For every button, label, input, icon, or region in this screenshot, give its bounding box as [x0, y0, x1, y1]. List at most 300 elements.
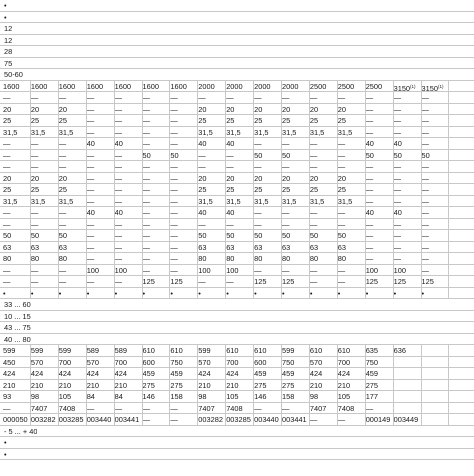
- table-cell: —: [142, 208, 150, 217]
- range-row-value: 10 ... 15: [4, 311, 31, 321]
- table-cell: 40: [393, 208, 402, 217]
- table-cell: —: [393, 173, 401, 183]
- table-cell: 98: [309, 392, 319, 401]
- column-divider: [337, 345, 338, 426]
- table-cell: 25: [198, 116, 207, 125]
- table-cell: —: [142, 231, 150, 240]
- table-cell: 63: [30, 242, 40, 252]
- table-cell: 424: [86, 369, 100, 378]
- table-cell: 1600: [142, 81, 159, 91]
- table-cell: •: [86, 288, 90, 298]
- table-row: [0, 92, 474, 104]
- spec-row-value: 75: [4, 58, 13, 68]
- table-cell: 20: [3, 173, 12, 183]
- table-cell: •: [282, 288, 285, 298]
- table-cell: —: [393, 254, 401, 263]
- table-cell: 40: [86, 208, 95, 217]
- table-cell: —: [421, 127, 429, 137]
- table-cell: 158: [170, 392, 183, 401]
- table-cell: 600: [254, 357, 267, 367]
- table-cell: —: [86, 254, 95, 263]
- table-cell: 40: [114, 139, 123, 148]
- table-cell: —: [421, 116, 429, 125]
- table-cell: 20: [309, 104, 319, 114]
- table-cell: —: [365, 116, 374, 125]
- table-cell: 25: [282, 116, 291, 125]
- table-cell: —: [114, 173, 122, 183]
- table-cell: —: [86, 162, 95, 171]
- spec-row: [0, 46, 474, 58]
- table-cell: —: [30, 139, 39, 148]
- range-row-value: 43 ... 75: [4, 323, 31, 332]
- table-cell: 210: [3, 380, 16, 390]
- table-cell: —: [421, 265, 429, 275]
- table-cell: —: [198, 162, 206, 171]
- table-cell: —: [309, 277, 318, 286]
- table-cell: 003282: [198, 415, 223, 424]
- column-divider: [30, 81, 31, 300]
- table-cell: 50: [393, 150, 402, 160]
- table-cell: —: [30, 208, 39, 217]
- table-cell: 2000: [198, 81, 215, 91]
- table-cell: —: [86, 150, 95, 160]
- table-cell: 210: [30, 380, 44, 390]
- table-cell: —: [282, 208, 290, 217]
- table-cell: 1600: [58, 81, 76, 91]
- table-row: [0, 288, 474, 300]
- table-cell: 40: [393, 139, 402, 148]
- table-cell: —: [282, 139, 290, 148]
- table-cell: —: [393, 242, 401, 252]
- table-cell: —: [226, 93, 234, 102]
- table-cell: •: [393, 288, 397, 298]
- table-cell: 424: [198, 369, 211, 378]
- dimension-row: [0, 345, 474, 357]
- table-cell: 635: [365, 346, 379, 355]
- table-cell: 7408: [58, 403, 76, 413]
- table-cell: 599: [58, 346, 72, 355]
- table-cell: 210: [309, 380, 323, 390]
- table-cell: 125: [393, 277, 406, 286]
- column-divider: [421, 81, 422, 300]
- table-cell: 459: [254, 369, 267, 378]
- footnote-marker: (1): [437, 83, 444, 89]
- spec-row: [0, 69, 474, 81]
- table-cell: —: [337, 265, 346, 275]
- table-cell: —: [198, 150, 206, 160]
- table-cell: 424: [58, 369, 72, 378]
- table-cell: 25: [226, 116, 235, 125]
- table-cell: 100: [226, 265, 239, 275]
- table-cell: 610: [142, 346, 155, 355]
- column-divider: [197, 81, 198, 300]
- table-cell: —: [226, 277, 234, 286]
- table-cell: 2000: [254, 81, 271, 91]
- column-divider: [58, 81, 59, 300]
- table-cell: —: [3, 403, 11, 413]
- table-cell: —: [114, 231, 122, 240]
- table-cell: —: [142, 139, 150, 148]
- table-cell: 80: [226, 254, 235, 263]
- table-cell: 20: [309, 173, 319, 183]
- table-cell: 177: [365, 392, 379, 401]
- table-cell: 31,5: [198, 196, 213, 206]
- table-cell: 599: [30, 346, 44, 355]
- table-cell: —: [114, 127, 122, 137]
- table-cell: 50: [254, 231, 263, 240]
- table-cell: 20: [282, 173, 291, 183]
- table-cell: •: [142, 288, 146, 298]
- table-cell: —: [421, 242, 429, 252]
- table-cell: 25: [309, 185, 319, 194]
- table-cell: 31,5: [30, 127, 46, 137]
- table-cell: —: [170, 403, 178, 413]
- column-divider: [337, 81, 338, 300]
- table-cell: 2500: [365, 81, 383, 91]
- column-divider: [281, 81, 282, 300]
- table-cell: —: [309, 219, 318, 229]
- table-cell: 50: [198, 231, 207, 240]
- table-cell: —: [282, 93, 290, 102]
- table-cell: —: [86, 242, 95, 252]
- table-cell: 1600: [30, 81, 48, 91]
- table-cell: —: [309, 150, 318, 160]
- table-cell: —: [365, 162, 374, 171]
- table-cell: —: [393, 93, 401, 102]
- table-cell: 2000: [282, 81, 299, 91]
- table-cell: 275: [170, 380, 183, 390]
- table-cell: —: [365, 173, 374, 183]
- table-cell: —: [86, 403, 95, 413]
- table-row: [0, 150, 474, 162]
- table-cell: —: [170, 242, 178, 252]
- table-cell: —: [170, 162, 178, 171]
- table-cell: 2500: [337, 81, 355, 91]
- table-row: [0, 138, 474, 150]
- table-cell: 50: [58, 231, 68, 240]
- table-cell: 105: [226, 392, 239, 401]
- table-cell: —: [114, 254, 122, 263]
- table-cell: —: [86, 116, 95, 125]
- table-cell: —: [170, 139, 178, 148]
- table-cell: 700: [114, 357, 127, 367]
- table-cell: 84: [114, 392, 123, 401]
- table-cell: —: [282, 162, 290, 171]
- table-cell: 25: [337, 116, 347, 125]
- table-cell: 000149: [365, 415, 391, 424]
- column-divider: [197, 345, 198, 426]
- table-cell: 40: [114, 208, 123, 217]
- table-cell: 125: [254, 277, 267, 286]
- spec-row-value: 12: [4, 35, 13, 45]
- table-cell: 700: [58, 357, 72, 367]
- table-cell: 424: [337, 369, 351, 378]
- table-cell: —: [365, 219, 374, 229]
- table-cell: 424: [3, 369, 16, 378]
- table-cell: 50: [226, 231, 235, 240]
- table-cell: 63: [3, 242, 12, 252]
- table-cell: •: [30, 288, 34, 298]
- table-cell: 20: [337, 173, 347, 183]
- table-cell: —: [254, 403, 262, 413]
- table-cell: —: [365, 403, 374, 413]
- table-cell: 210: [114, 380, 127, 390]
- table-cell: 40: [365, 139, 374, 148]
- table-cell: —: [393, 162, 401, 171]
- table-cell: —: [365, 196, 374, 206]
- column-divider: [58, 345, 59, 426]
- table-cell: —: [3, 277, 11, 286]
- table-cell: 7407: [309, 403, 327, 413]
- table-cell: 31,5: [226, 196, 241, 206]
- table-cell: 610: [226, 346, 239, 355]
- table-cell: 275: [365, 380, 379, 390]
- table-cell: —: [309, 162, 318, 171]
- dimension-row: [0, 357, 474, 369]
- table-cell: 750: [365, 357, 379, 367]
- footer-row-value: •: [4, 449, 7, 459]
- table-cell: —: [86, 104, 95, 114]
- table-cell: 20: [3, 104, 12, 114]
- table-cell: —: [421, 139, 429, 148]
- table-cell: 424: [226, 369, 239, 378]
- table-cell: —: [58, 208, 67, 217]
- table-cell: 3150$^{(1)}$: [393, 83, 416, 93]
- column-divider: [448, 345, 449, 426]
- table-cell: 100: [393, 265, 406, 275]
- table-cell: 570: [86, 357, 100, 367]
- spec-row: [0, 35, 474, 47]
- table-cell: 20: [254, 173, 263, 183]
- table-cell: —: [30, 150, 39, 160]
- table-cell: —: [114, 162, 122, 171]
- table-cell: —: [142, 219, 150, 229]
- table-cell: —: [254, 208, 262, 217]
- table-cell: —: [30, 277, 39, 286]
- column-divider: [86, 345, 87, 426]
- footer-row: [0, 449, 474, 461]
- table-cell: 570: [198, 357, 211, 367]
- table-cell: —: [393, 116, 401, 125]
- rating-row: [0, 81, 474, 93]
- table-cell: —: [421, 93, 429, 102]
- table-row: [0, 173, 474, 185]
- column-divider: [30, 345, 31, 426]
- table-cell: —: [421, 196, 429, 206]
- table-cell: 003440: [86, 415, 112, 424]
- table-cell: 125: [142, 277, 155, 286]
- table-cell: —: [114, 403, 122, 413]
- table-cell: —: [393, 104, 401, 114]
- table-cell: —: [142, 242, 150, 252]
- table-cell: —: [421, 162, 429, 171]
- table-cell: —: [142, 415, 150, 424]
- table-cell: 40: [226, 208, 235, 217]
- table-cell: 50: [30, 231, 40, 240]
- table-cell: •: [58, 288, 62, 298]
- table-cell: —: [198, 219, 206, 229]
- table-cell: 1600: [170, 81, 187, 91]
- table-cell: 125: [282, 277, 295, 286]
- table-cell: —: [337, 150, 346, 160]
- table-cell: —: [365, 127, 374, 137]
- table-cell: 25: [3, 116, 12, 125]
- table-cell: 125: [421, 277, 434, 286]
- table-cell: •: [337, 288, 341, 298]
- table-cell: 100: [86, 265, 100, 275]
- column-divider: [365, 81, 366, 300]
- table-cell: 25: [254, 185, 263, 194]
- range-row: [0, 334, 474, 346]
- table-cell: 50: [170, 150, 179, 160]
- table-cell: 275: [142, 380, 155, 390]
- table-cell: 7407: [30, 403, 48, 413]
- column-divider: [114, 81, 115, 300]
- table-cell: —: [198, 277, 206, 286]
- spec-row: [0, 12, 474, 24]
- spec-row-value: 12: [4, 24, 13, 33]
- table-cell: —: [365, 231, 374, 240]
- table-cell: —: [421, 231, 429, 240]
- table-cell: 750: [170, 357, 183, 367]
- table-cell: 31,5: [3, 127, 18, 137]
- table-cell: —: [170, 116, 178, 125]
- table-cell: 003441: [282, 415, 307, 424]
- table-cell: —: [3, 208, 11, 217]
- table-cell: —: [170, 196, 178, 206]
- table-cell: 700: [226, 357, 239, 367]
- table-cell: 100: [198, 265, 211, 275]
- table-cell: 63: [226, 242, 235, 252]
- table-cell: •: [114, 288, 118, 298]
- table-cell: 31,5: [58, 196, 74, 206]
- table-cell: —: [142, 162, 150, 171]
- table-cell: —: [198, 93, 206, 102]
- table-cell: —: [254, 93, 262, 102]
- table-cell: 20: [254, 104, 263, 114]
- table-cell: —: [86, 231, 95, 240]
- column-divider: [393, 81, 394, 300]
- table-row: [0, 161, 474, 173]
- table-cell: 31,5: [337, 196, 353, 206]
- table-cell: 2000: [226, 81, 243, 91]
- table-cell: 50: [3, 231, 12, 240]
- footer-row-value: •: [4, 438, 7, 447]
- table-cell: 610: [170, 346, 183, 355]
- table-cell: 003440: [254, 415, 279, 424]
- table-cell: 610: [309, 346, 323, 355]
- table-cell: —: [337, 139, 346, 148]
- table-cell: —: [142, 254, 150, 263]
- table-cell: 7408: [337, 403, 355, 413]
- table-cell: •: [226, 288, 229, 298]
- table-cell: 31,5: [226, 127, 241, 137]
- table-cell: 20: [58, 173, 68, 183]
- table-cell: 50: [421, 150, 430, 160]
- table-cell: 003449: [393, 415, 419, 424]
- table-cell: 50: [309, 231, 319, 240]
- spec-row-value: •: [4, 12, 7, 22]
- table-cell: 589: [114, 346, 127, 355]
- table-cell: 459: [142, 369, 155, 378]
- table-cell: —: [142, 185, 150, 194]
- column-divider: [281, 345, 282, 426]
- footnote-marker: (1): [410, 83, 416, 89]
- table-cell: 25: [226, 185, 235, 194]
- table-cell: 98: [198, 392, 207, 401]
- table-cell: 50: [142, 150, 151, 160]
- table-cell: —: [309, 265, 318, 275]
- table-cell: 40: [198, 208, 207, 217]
- table-row: [0, 253, 474, 265]
- table-cell: 31,5: [3, 196, 18, 206]
- table-cell: 105: [58, 392, 72, 401]
- table-cell: —: [114, 185, 122, 194]
- table-cell: 25: [30, 116, 40, 125]
- dimension-row: [0, 380, 474, 392]
- table-cell: 100: [365, 265, 379, 275]
- table-row: [0, 104, 474, 116]
- table-cell: 459: [282, 369, 295, 378]
- table-cell: 25: [337, 185, 347, 194]
- column-divider: [393, 345, 394, 426]
- table-cell: —: [86, 93, 95, 102]
- table-row: [0, 276, 474, 288]
- table-cell: —: [142, 196, 150, 206]
- table-cell: —: [3, 162, 11, 171]
- table-cell: —: [170, 127, 178, 137]
- column-divider: [448, 81, 449, 300]
- table-cell: •: [170, 288, 173, 298]
- table-cell: 105: [337, 392, 351, 401]
- table-cell: 31,5: [282, 127, 297, 137]
- table-cell: 80: [309, 254, 319, 263]
- table-cell: 125: [170, 277, 183, 286]
- table-cell: —: [170, 104, 178, 114]
- table-cell: 63: [309, 242, 319, 252]
- table-cell: 210: [226, 380, 239, 390]
- table-cell: —: [421, 104, 429, 114]
- table-cell: —: [114, 93, 122, 102]
- table-cell: 275: [282, 380, 295, 390]
- table-cell: —: [365, 93, 374, 102]
- table-cell: —: [30, 265, 39, 275]
- table-cell: 700: [337, 357, 351, 367]
- table-cell: —: [282, 219, 290, 229]
- table-cell: —: [282, 265, 290, 275]
- table-cell: 424: [30, 369, 44, 378]
- table-cell: —: [393, 231, 401, 240]
- table-cell: 210: [198, 380, 211, 390]
- table-cell: 25: [198, 185, 207, 194]
- table-cell: 31,5: [337, 127, 353, 137]
- table-cell: 25: [309, 116, 319, 125]
- table-cell: 589: [86, 346, 100, 355]
- table-cell: 146: [142, 392, 155, 401]
- column-divider: [309, 345, 310, 426]
- table-cell: 599: [282, 346, 295, 355]
- spec-row-value: 50-60: [4, 70, 23, 79]
- table-cell: •: [198, 288, 201, 298]
- table-cell: 31,5: [282, 196, 297, 206]
- table-cell: 31,5: [198, 127, 213, 137]
- table-cell: —: [142, 116, 150, 125]
- table-cell: —: [421, 208, 429, 217]
- table-cell: 000050: [3, 415, 28, 424]
- table-cell: 125: [365, 277, 379, 286]
- table-cell: 25: [58, 185, 68, 194]
- table-cell: —: [58, 162, 67, 171]
